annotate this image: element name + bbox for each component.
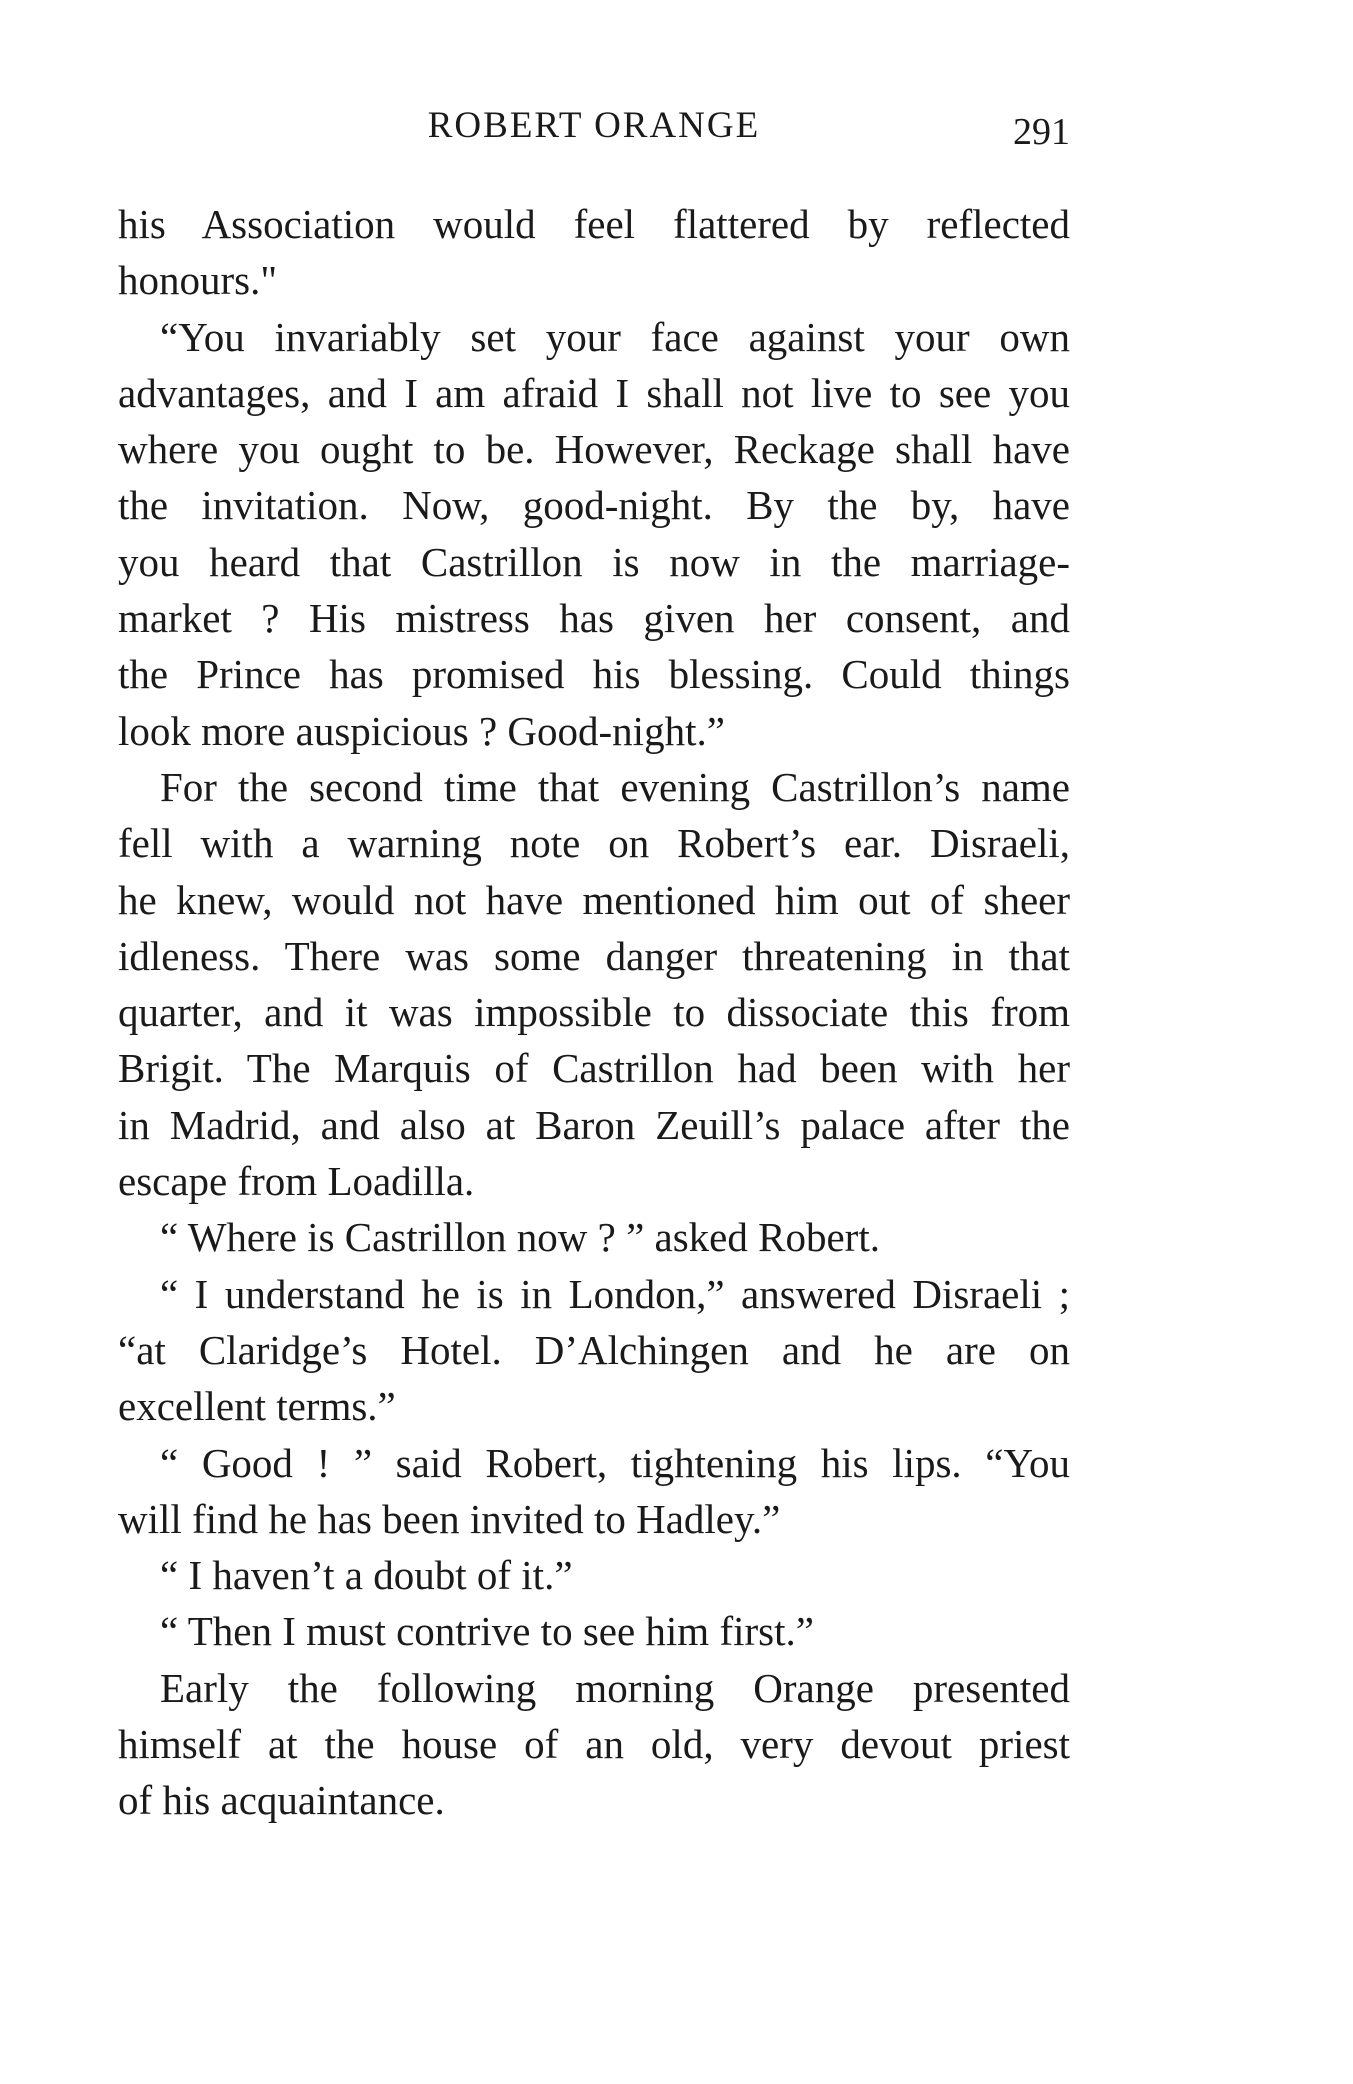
running-head: [118, 104, 1070, 154]
text-line: the invitation. Now, good-night. By the by, have: [118, 482, 1070, 529]
text-line: escape from Loadilla.: [118, 1158, 475, 1205]
text-line: look more auspicious ? Good-night.”: [118, 707, 725, 754]
text-line: “ I haven’t a doubt of it.”: [160, 1552, 573, 1599]
paragraph: [118, 1266, 1070, 1435]
text-line: idleness. There was some danger threatening in that: [118, 932, 1070, 979]
paragraph: [118, 1603, 1070, 1659]
text-line: “ Where is Castrillon now ? ” asked Robert.: [160, 1214, 880, 1261]
body-text: [118, 196, 1070, 1829]
text-line: quarter, and it was impossible to dissociate this from: [118, 989, 1070, 1036]
text-line: himself at the house of an old, very devout priest: [118, 1721, 1070, 1768]
text-line: “at Claridge’s Hotel. D’Alchingen and he are on: [118, 1326, 1070, 1373]
text-line: “ I understand he is in London,” answered Disraeli ;: [160, 1270, 1070, 1317]
text-line: in Madrid, and also at Baron Zeuill’s palace after the: [118, 1101, 1070, 1148]
text-line: Early the following morning Orange presented: [160, 1664, 1070, 1711]
paragraph: [118, 1660, 1070, 1829]
text-line: his Association would feel flattered by reflected: [118, 201, 1070, 247]
paragraph: [118, 1547, 1070, 1603]
text-line: you heard that Castrillon is now in the marriage-: [118, 538, 1070, 585]
running-title: ROBERT ORANGE: [427, 105, 761, 146]
text-line: fell with a warning note on Robert’s ear. Disraeli,: [118, 820, 1070, 867]
page-number: 291: [1013, 111, 1070, 153]
text-line: For the second time that evening Castrillon’s name: [160, 763, 1070, 810]
paragraph: [118, 196, 1070, 309]
text-line: “You invariably set your face against your own: [160, 313, 1070, 360]
paragraph: [118, 309, 1070, 759]
text-line: he knew, would not have mentioned him out of sheer: [118, 876, 1070, 923]
text-line: the Prince has promised his blessing. Could things: [118, 651, 1070, 698]
text-line: of his acquaintance.: [118, 1777, 445, 1824]
paragraph: [118, 1435, 1070, 1548]
paragraph: [118, 759, 1070, 1209]
text-line: advantages, and I am afraid I shall not live to see you: [118, 369, 1070, 416]
text-line: where you ought to be. However, Reckage shall have: [118, 426, 1070, 473]
text-line: market ? His mistress has given her consent, and: [118, 595, 1070, 642]
text-line: will find he has been invited to Hadley.”: [118, 1495, 781, 1542]
text-line: “ Then I must contrive to see him first.”: [160, 1608, 814, 1655]
text-line: “ Good ! ” said Robert, tightening his lips. “You: [160, 1439, 1070, 1486]
text-line: Brigit. The Marquis of Castrillon had been with her: [118, 1045, 1070, 1092]
paragraph: [118, 1209, 1070, 1265]
text-line: honours.": [118, 257, 278, 304]
text-line: excellent terms.”: [118, 1383, 396, 1430]
